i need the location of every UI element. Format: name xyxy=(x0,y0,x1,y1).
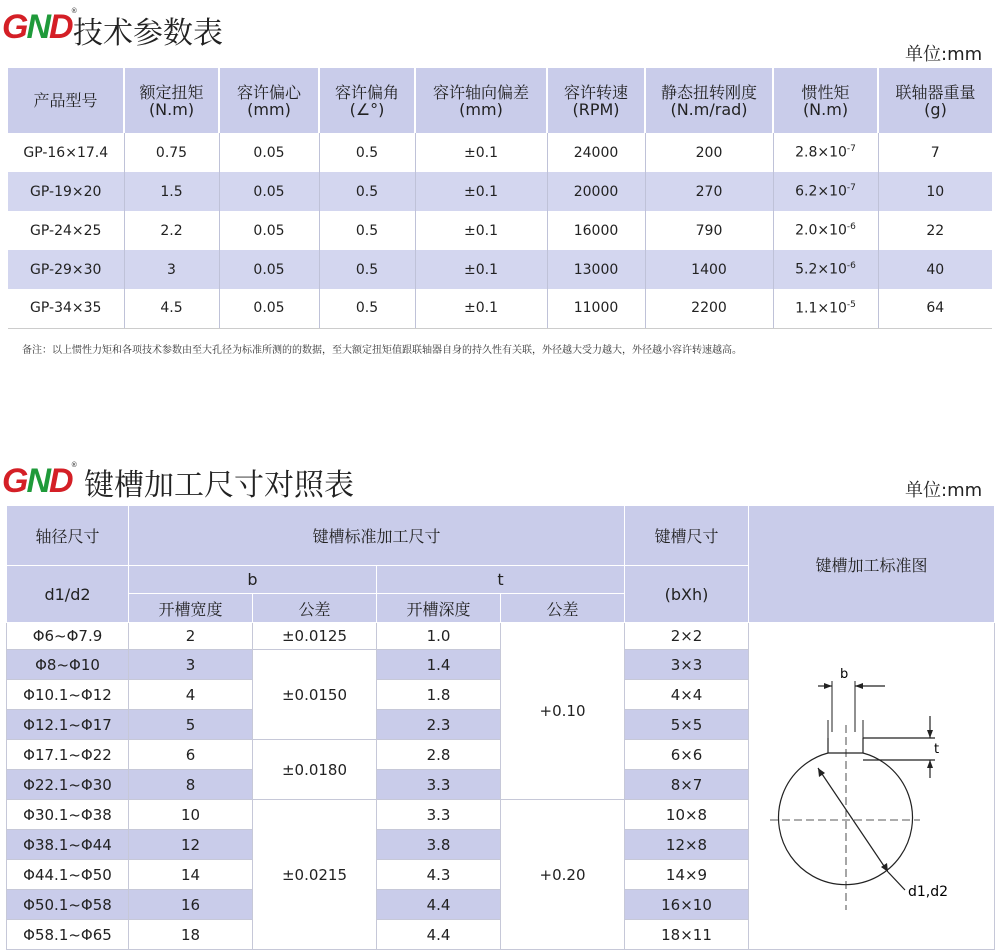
cell-width: 16 xyxy=(129,890,253,920)
cell-shaft-diameter: Φ6~Φ7.9 xyxy=(7,623,129,650)
cell-depth: 2.8 xyxy=(377,740,501,770)
cell-keyway-size: 6×6 xyxy=(625,740,749,770)
cell-width: 18 xyxy=(129,920,253,950)
cell-width: 3 xyxy=(129,650,253,680)
cell-keyway-size: 10×8 xyxy=(625,800,749,830)
cell-depth: 4.4 xyxy=(377,920,501,950)
cell-axial: ±0.1 xyxy=(415,289,547,328)
cell-weight: 7 xyxy=(930,144,940,161)
cell-rpm: 13000 xyxy=(547,250,645,289)
cell-keyway-size: 16×10 xyxy=(625,890,749,920)
cell-depth: 4.4 xyxy=(377,890,501,920)
header-diagram: 键槽加工标准图 xyxy=(749,506,995,623)
cell-keyway-size: 2×2 xyxy=(625,623,749,650)
header-bxh: (bXh) xyxy=(625,566,749,623)
cell-ecc: 0.05 xyxy=(219,172,319,211)
cell-rpm: 24000 xyxy=(547,133,645,172)
cell-inertia: $2.0\times 10^{-6}$ xyxy=(773,211,878,250)
cell-shaft-diameter: Φ38.1~Φ44 xyxy=(7,830,129,860)
cell-ecc: 0.05 xyxy=(219,211,319,250)
cell-shaft-diameter: Φ8~Φ10 xyxy=(7,650,129,680)
cell-ecc: 0.05 xyxy=(219,133,319,172)
cell-tolerance-b: ±0.0215 xyxy=(253,800,377,950)
exponent: -6 xyxy=(846,261,856,272)
cell-axial: ±0.1 xyxy=(415,172,547,211)
cell-depth: 2.3 xyxy=(377,710,501,740)
cell-tolerance-t: +0.10 xyxy=(501,623,625,800)
cell-keyway-size: 4×4 xyxy=(625,680,749,710)
cell-tolerance-t: +0.20 xyxy=(501,800,625,950)
cell-shaft-diameter: Φ44.1~Φ50 xyxy=(7,860,129,890)
cell-ang: 0.5 xyxy=(319,250,415,289)
cell-weight: 10 xyxy=(878,172,992,211)
diagram-d-label: d1,d2 xyxy=(908,884,949,900)
cell-keyway-size: 3×3 xyxy=(625,650,749,680)
cell-shaft-diameter: Φ10.1~Φ12 xyxy=(7,680,129,710)
header-standard: 键槽标准加工尺寸 xyxy=(129,506,625,566)
cell-ang: 0.5 xyxy=(319,289,415,328)
cell-model: GP-24×25 xyxy=(8,211,124,250)
table-row xyxy=(8,133,992,172)
cell-model: GP-29×30 xyxy=(8,250,124,289)
cell-torque: 3 xyxy=(124,250,219,289)
header-d: d1/d2 xyxy=(7,566,129,623)
cell-rpm: 16000 xyxy=(547,211,645,250)
spec-title: 技术参数表 xyxy=(73,16,223,51)
header-keyway-size: 键槽尺寸 xyxy=(625,506,749,566)
keyway-title: 键槽加工尺寸对照表 xyxy=(84,468,354,503)
cell-width: 14 xyxy=(129,860,253,890)
cell-depth: 3.8 xyxy=(377,830,501,860)
cell-depth: 1.8 xyxy=(377,680,501,710)
diagram-t-label: t xyxy=(934,742,940,757)
cell-width: 5 xyxy=(129,710,253,740)
table-row xyxy=(8,289,992,328)
cell-torque: 2.2 xyxy=(124,211,219,250)
spec-header: 额定扭矩 (N.m) xyxy=(124,68,219,133)
cell-model: GP-16×17.4 xyxy=(8,133,124,172)
keyway-diagram xyxy=(760,660,990,920)
cell-shaft-diameter: Φ17.1~Φ22 xyxy=(7,740,129,770)
cell-stiff: 1400 xyxy=(645,250,773,289)
cell-axial: ±0.1 xyxy=(415,211,547,250)
cell-shaft-diameter: Φ50.1~Φ58 xyxy=(7,890,129,920)
cell-ecc: 0.05 xyxy=(219,250,319,289)
cell-rpm: 20000 xyxy=(547,172,645,211)
cell-stiff: 270 xyxy=(645,172,773,211)
spec-header: 联轴器重量 (g) xyxy=(878,68,992,133)
cell-shaft-diameter: Φ22.1~Φ30 xyxy=(7,770,129,800)
spec-header: 容许偏心 (mm) xyxy=(219,68,319,133)
cell-weight: 64 xyxy=(878,289,992,328)
cell-axial: ±0.1 xyxy=(415,133,547,172)
spec-header: 静态扭转刚度 (N.m/rad) xyxy=(645,68,773,133)
cell-inertia: $1.1\times 10^{-5}$ xyxy=(773,289,878,328)
cell-model: GP-34×35 xyxy=(8,289,124,328)
cell-tolerance-b: ±0.0150 xyxy=(253,650,377,740)
diagram-b-label: b xyxy=(840,667,849,682)
cell-ang: 0.5 xyxy=(319,172,415,211)
cell-tolerance-b: ±0.0180 xyxy=(253,740,377,800)
cell-width: 10 xyxy=(129,800,253,830)
header-depth: 开槽深度 xyxy=(377,594,501,623)
cell-ang: 0.5 xyxy=(319,133,415,172)
spec-unit: 单位:mm xyxy=(905,44,983,65)
cell-stiff: 200 xyxy=(645,133,773,172)
cell-ecc: 0.05 xyxy=(219,289,319,328)
header-b: b xyxy=(129,566,377,594)
cell-depth: 4.3 xyxy=(377,860,501,890)
cell-axial: ±0.1 xyxy=(415,250,547,289)
cell-weight: 22 xyxy=(926,222,945,239)
cell-keyway-size: 5×5 xyxy=(625,710,749,740)
exponent: -7 xyxy=(846,144,856,155)
keyway-unit: 单位:mm xyxy=(905,480,983,501)
cell-ang: 0.5 xyxy=(319,211,415,250)
cell-model: GP-19×20 xyxy=(8,172,124,211)
spec-header: 产品型号 xyxy=(8,68,124,133)
spec-table xyxy=(8,68,992,329)
cell-keyway-size: 8×7 xyxy=(625,770,749,800)
cell-torque: 4.5 xyxy=(124,289,219,328)
spec-note: 备注：以上惯性力矩和各项技术参数由至大孔径为标准所测的的数据，至大额定扭矩值跟联轴器自身的持久性有关联，外径越大受力越大，外径越小容许转速越高。 xyxy=(22,345,742,356)
exponent: -6 xyxy=(846,222,856,233)
table-row xyxy=(8,172,992,211)
spec-header: 容许偏角 (∠°) xyxy=(319,68,415,133)
header-t: t xyxy=(377,566,625,594)
cell-tolerance-b: ±0.0125 xyxy=(253,623,377,650)
cell-stiff: 790 xyxy=(645,211,773,250)
exponent: -7 xyxy=(846,183,856,194)
cell-depth: 3.3 xyxy=(377,770,501,800)
spec-header: 惯性矩 (N.m) xyxy=(773,68,878,133)
header-shaft: 轴径尺寸 xyxy=(7,506,129,566)
cell-inertia: $6.2\times 10^{-7}$ xyxy=(773,172,878,211)
cell-stiff: 2200 xyxy=(645,289,773,328)
cell-shaft-diameter: Φ30.1~Φ38 xyxy=(7,800,129,830)
table-row xyxy=(8,211,992,250)
spec-header: 容许轴向偏差 (mm) xyxy=(415,68,547,133)
cell-width: 12 xyxy=(129,830,253,860)
cell-width: 4 xyxy=(129,680,253,710)
cell-torque: 1.5 xyxy=(124,172,219,211)
cell-width: 2 xyxy=(129,623,253,650)
cell-width: 8 xyxy=(129,770,253,800)
header-tol-b: 公差 xyxy=(253,594,377,623)
cell-inertia: $5.2\times 10^{-6}$ xyxy=(773,250,878,289)
cell-depth: 1.0 xyxy=(377,623,501,650)
cell-depth: 1.4 xyxy=(377,650,501,680)
cell-keyway-size: 14×9 xyxy=(625,860,749,890)
table-row xyxy=(7,623,995,650)
exponent: -5 xyxy=(846,299,856,310)
cell-rpm: 11000 xyxy=(547,289,645,328)
cell-torque: 0.75 xyxy=(124,133,219,172)
header-width: 开槽宽度 xyxy=(129,594,253,623)
brand-logo: GND® xyxy=(2,8,75,46)
cell-depth: 3.3 xyxy=(377,800,501,830)
brand-logo-2: GND® xyxy=(2,462,75,500)
cell-shaft-diameter: Φ12.1~Φ17 xyxy=(7,710,129,740)
cell-keyway-size: 12×8 xyxy=(625,830,749,860)
cell-keyway-size: 18×11 xyxy=(625,920,749,950)
cell-inertia: $2.8\times 10^{-7}$ xyxy=(773,133,878,172)
table-row xyxy=(8,250,992,289)
cell-shaft-diameter: Φ58.1~Φ65 xyxy=(7,920,129,950)
spec-header: 容许转速 (RPM) xyxy=(547,68,645,133)
cell-weight: 40 xyxy=(878,250,992,289)
cell-width: 6 xyxy=(129,740,253,770)
header-tol-t: 公差 xyxy=(501,594,625,623)
